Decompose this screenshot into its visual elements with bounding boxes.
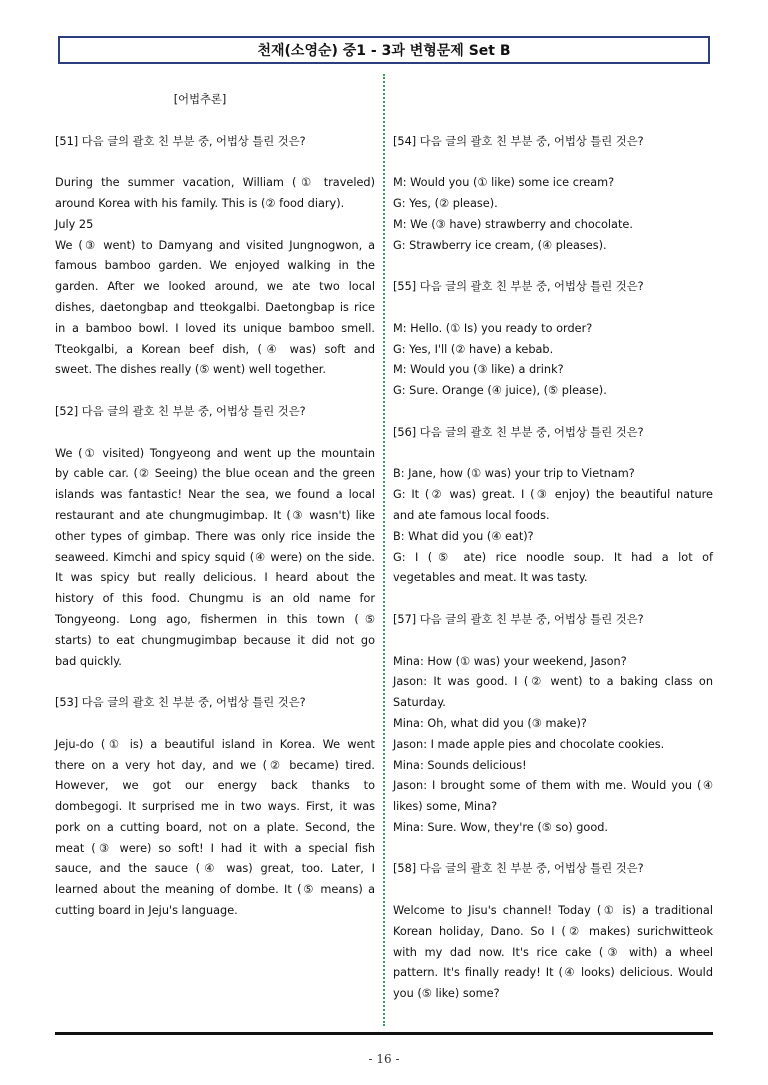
question-54-header: [54] 다음 글의 괄호 친 부분 중, 어법상 틀린 것은? [393, 134, 644, 148]
section-label: [어법추론] [173, 93, 227, 106]
question-53-passage: Jeju-do (① is) a beautiful island in Korea. We went there on a very hot day, and we (② became) tired. However, we got our energy back thanks to dombegogi. It surprised me in two ways. First, it was pork on a cutting board, not on a plate. Second, the meat (③ were) so soft! I had it with a special fish sauce, and the sauce (④ was) great, too. Later, I learned about the meaning of dombe. It (⑤ means) a cutting board in Jeju's language. [55, 737, 375, 918]
question-52-passage: We (① visited) Tongyeong and went up the mountain by cable car. (② Seeing) the blue ocean and the green islands was fantastic! Near the sea, we found a local restaurant and ate chungmugimbap. It (③ wasn't) like other types of gimbap. There was only rice inside the seaweed. Kimchi and spicy squid (④ were) on the side. It was spicy but really delicious. I heard about the history of this food. Chungmu is an old name for Tongyeong. Long ago, fishermen in this town (⑤ starts) to eat chungmugimbap because it did not go bad quickly. [55, 446, 375, 668]
question-51-header: [51] 다음 글의 괄호 친 부분 중, 어법상 틀린 것은? [55, 134, 306, 148]
question-58-passage: Welcome to Jisu's channel! Today (① is) a traditional Korean holiday, Dano. So I (② makes) surichwitteok with my dad now. It's rice cake (③ with) a wheel pattern. It's finally ready! It (④ looks) delicious. Would you (⑤ like) some? [393, 904, 713, 1001]
question-56-header: [56] 다음 글의 괄호 친 부분 중, 어법상 틀린 것은? [393, 425, 644, 439]
question-56-passage: B: Jane, how (① was) your trip to Vietnam? G: It (② was) great. I (③ enjoy) the beautiful nature and ate famous local foods. B: What did you (④ eat)? G: I (⑤ ate) rice noodle soup. It had a lot of vegetables and meat. It was tasty. [393, 467, 713, 585]
left-column [55, 90, 375, 922]
question-53 [55, 693, 375, 922]
page-number: - 16 - [368, 1052, 400, 1066]
question-52 [55, 402, 375, 672]
question-58-header: [58] 다음 글의 괄호 친 부분 중, 어법상 틀린 것은? [393, 862, 644, 876]
question-55-passage: M: Hello. (① Is) you ready to order? G: Yes, I'll (② have) a kebab. M: Would you (③ like) a drink? G: Sure. Orange (④ juice), (⑤ please). [393, 321, 607, 398]
question-51 [55, 132, 375, 382]
question-57-header: [57] 다음 글의 괄호 친 부분 중, 어법상 틀린 것은? [393, 612, 644, 626]
page-title: 천재(소영순) 중1 - 3과 변형문제 Set B [58, 36, 710, 64]
question-55 [393, 277, 713, 402]
question-54 [393, 132, 713, 257]
question-57 [393, 610, 713, 839]
footer-rule [55, 1032, 713, 1035]
question-58 [393, 859, 713, 1005]
question-55-header: [55] 다음 글의 괄호 친 부분 중, 어법상 틀린 것은? [393, 280, 644, 294]
right-column [393, 90, 713, 1005]
question-52-header: [52] 다음 글의 괄호 친 부분 중, 어법상 틀린 것은? [55, 404, 306, 418]
question-56 [393, 423, 713, 589]
column-divider [383, 74, 385, 1026]
question-51-passage: During the summer vacation, William (① traveled) around Korea with his family. This is (② food diary). July 25 We (③ went) to Damyang and visited Jungnogwon, a famous bamboo garden. We enjoyed walking in the garden. After we looked around, we ate two local dishes, daetongbap and tteokgalbi. Daetongbap is rice in a bamboo bowl. I loved its unique bamboo smell. Tteokgalbi, a Korean beef dish, (④ was) soft and sweet. The dishes really (⑤ went) well together. [55, 176, 375, 377]
question-57-passage: Mina: How (① was) your weekend, Jason? Jason: It was good. I (② went) to a baking class on Saturday. Mina: Oh, what did you (③ make)? Jason: I made apple pies and chocolate cookies. Mina: Sounds delicious! Jason: I brought some of them with me. Would you (④ likes) some, Mina? Mina: Sure. Wow, they're (⑤ so) good. [393, 654, 713, 834]
question-54-passage: M: Would you (① like) some ice cream? G: Yes, (② please). M: We (③ have) strawberry and chocolate. G: Strawberry ice cream, (④ pleases). [393, 176, 633, 252]
question-53-header: [53] 다음 글의 괄호 친 부분 중, 어법상 틀린 것은? [55, 696, 306, 710]
